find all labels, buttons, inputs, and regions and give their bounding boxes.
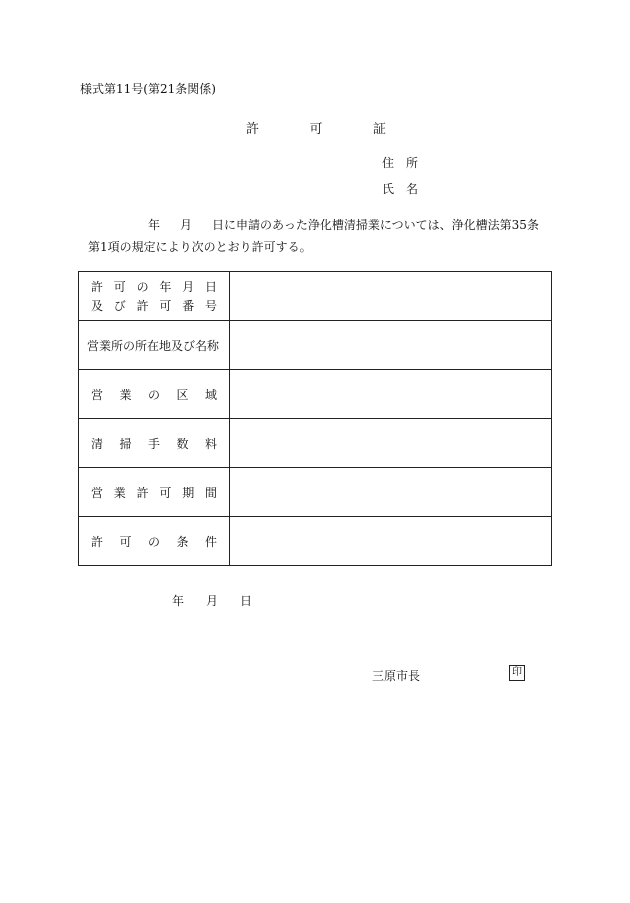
permit-statement [88, 214, 550, 258]
label-char: 号 [204, 299, 217, 313]
row-label-office-location [79, 321, 230, 370]
value-cell[interactable] [230, 517, 552, 566]
statement-month: 月 [180, 218, 193, 232]
label-char: 掃 [119, 436, 132, 451]
form-number: 様式第11号(第21条関係) [80, 82, 216, 96]
label-char: 番 [182, 299, 195, 313]
issue-date-char: 日 [239, 594, 252, 608]
title-char: 可 [309, 122, 323, 137]
label-char: 年 [159, 280, 172, 294]
table-row [79, 468, 552, 517]
label-char: び [113, 299, 126, 313]
label-char: 清 [91, 436, 104, 451]
label-char: 件 [204, 534, 217, 549]
statement-text: 日に申請のあった浄化槽清掃業については、浄化槽法第35条第1項の規定により次のとおり許可する。 [88, 218, 539, 254]
issue-date-char: 年 [172, 594, 185, 608]
statement-year: 年 [148, 218, 161, 232]
label-line [79, 297, 229, 314]
label-char: 許 [136, 485, 149, 500]
label-text: 営業所の所在地及び名称 [87, 338, 220, 353]
table-row [79, 419, 552, 468]
label-char: の [147, 534, 160, 549]
label-char: 業 [113, 485, 126, 500]
row-label-cleaning-fee [79, 419, 230, 468]
label-char: 許 [136, 299, 149, 313]
title-char: 証 [372, 122, 386, 137]
label-char: 可 [119, 534, 132, 549]
row-label-permit-period [79, 468, 230, 517]
label-char: 料 [204, 436, 217, 451]
label-char: 許 [91, 280, 104, 294]
name-label-char: 氏 [382, 182, 395, 196]
table-row [79, 272, 552, 321]
row-label-permit-date-number [79, 272, 230, 321]
label-char: 数 [176, 436, 189, 451]
label-char: 営 [91, 485, 104, 500]
label-char: の [136, 280, 149, 294]
label-char: 条 [176, 534, 189, 549]
value-cell[interactable] [230, 468, 552, 517]
title-char: 許 [246, 122, 260, 137]
document-title [246, 118, 386, 137]
name-label-char: 名 [405, 182, 418, 196]
address-label-char: 住 [382, 156, 395, 170]
issuer-name: 三原市長 [372, 669, 421, 683]
value-cell[interactable] [230, 321, 552, 370]
table-row [79, 370, 552, 419]
label-char: 業 [119, 387, 132, 402]
label-char: 可 [113, 280, 126, 294]
label-char: 日 [204, 280, 217, 294]
label-line [79, 278, 229, 295]
table-row [79, 321, 552, 370]
row-label-business-area [79, 370, 230, 419]
permit-details-table [78, 271, 552, 566]
label-char: 営 [91, 387, 104, 402]
issue-date [172, 592, 252, 609]
label-char: 区 [176, 387, 189, 402]
label-char: 可 [159, 299, 172, 313]
address-label [382, 154, 418, 171]
seal-stamp: 印 [509, 665, 525, 681]
label-char: 期 [182, 485, 195, 500]
label-char: 許 [91, 534, 104, 549]
label-char: 間 [204, 485, 217, 500]
value-cell[interactable] [230, 272, 552, 321]
label-char: 及 [91, 299, 104, 313]
table-row [79, 517, 552, 566]
row-label-permit-conditions [79, 517, 230, 566]
value-cell[interactable] [230, 419, 552, 468]
address-label-char: 所 [405, 156, 418, 170]
label-char: 域 [204, 387, 217, 402]
label-char: 月 [182, 280, 195, 294]
name-label [382, 180, 418, 197]
label-char: 手 [147, 436, 160, 451]
value-cell[interactable] [230, 370, 552, 419]
issue-date-char: 月 [205, 594, 218, 608]
label-char: 可 [159, 485, 172, 500]
label-char: の [147, 387, 160, 402]
